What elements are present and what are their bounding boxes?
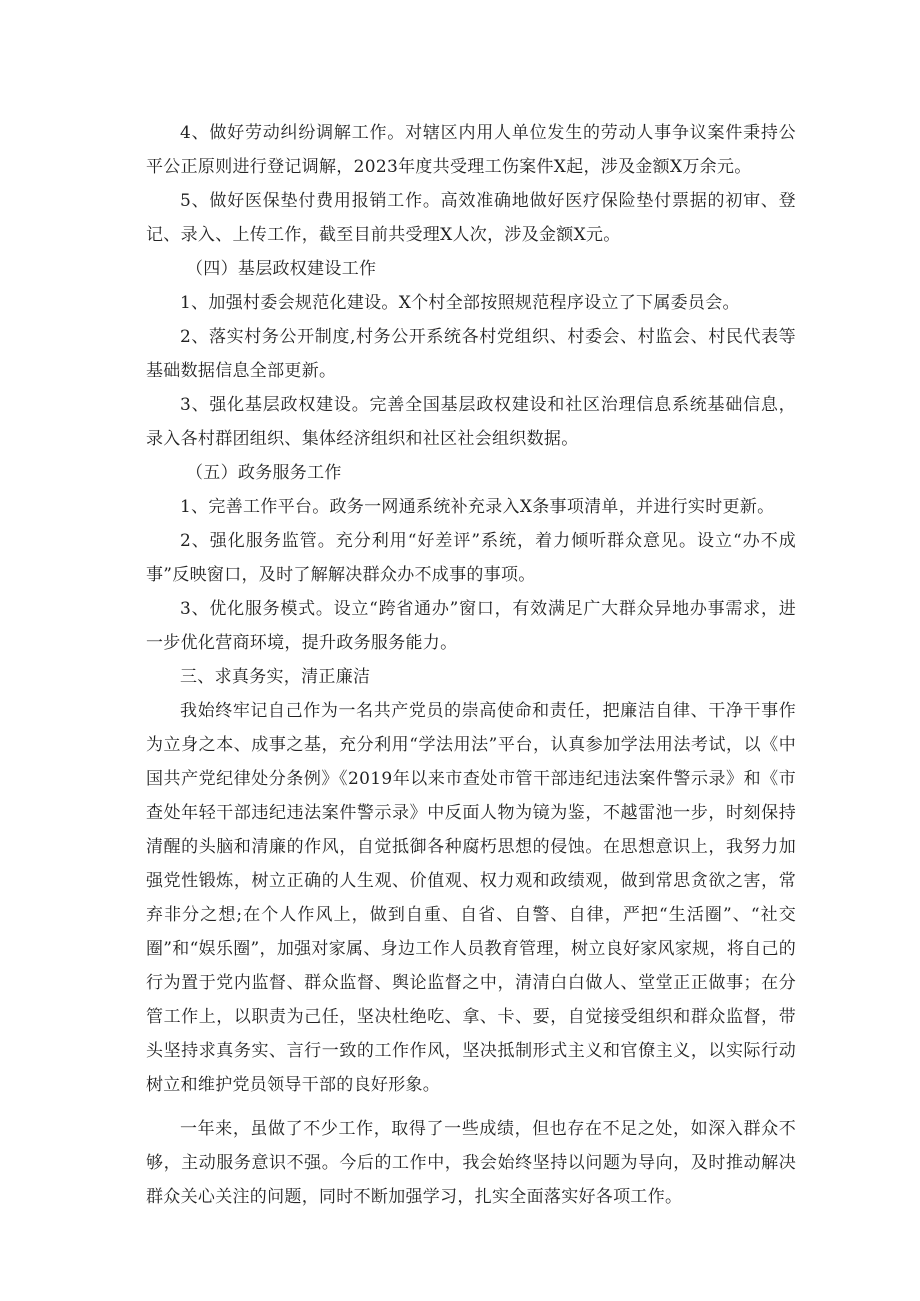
section-heading-grassroots: （四）基层政权建设工作 <box>186 259 377 279</box>
document-body <box>146 116 796 1214</box>
section-heading-integrity: 三、求真务实，清正廉洁 <box>180 667 371 687</box>
paragraph-village-affairs: 2、落实村务公开制度,村务公开系统各村党组织、村委会、村监会、村民代表等基础数据信息全部更新。 <box>146 327 796 381</box>
paragraph-service-mode: 3、优化服务模式。设立“跨省通办”窗口，有效满足广大群众异地办事需求，进一步优化营商环境，提升政务服务能力。 <box>146 599 796 653</box>
paragraph-service-supervision: 2、强化服务监管。充分利用“好差评”系统，着力倾听群众意见。设立“办不成事”反映窗口，及时了解解决群众办不成事的事项。 <box>146 531 796 585</box>
paragraph-labor-dispute: 4、做好劳动纠纷调解工作。对辖区内用人单位发生的劳动人事争议案件秉持公平公正原则进行登记调解，2023年度共受理工伤案件X起，涉及金额X万余元。 <box>146 123 796 177</box>
paragraph-conclusion: 一年来，虽做了不少工作，取得了一些成绩，但也存在不足之处，如深入群众不够，主动服务意识不强。今后的工作中，我会始终坚持以问题为导向，及时推动解决群众关心关注的问题，同时不断加强学习，扎实全面落实好各项工作。 <box>146 1119 796 1207</box>
paragraph-work-platform: 1、完善工作平台。政务一网通系统补充录入X条事项清单，并进行实时更新。 <box>180 497 775 517</box>
paragraph-grassroots-power: 3、强化基层政权建设。完善全国基层政权建设和社区治理信息系统基础信息，录入各村群团组织、集体经济组织和社区社会组织数据。 <box>146 395 796 449</box>
paragraph-village-committee: 1、加强村委会规范化建设。X个村全部按照规范程序设立了下属委员会。 <box>180 293 740 313</box>
paragraph-medical-insurance: 5、做好医保垫付费用报销工作。高效准确地做好医疗保险垫付票据的初审、登记、录入、上传工作，截至目前共受理X人次，涉及金额X元。 <box>146 191 796 245</box>
section-heading-government-service: （五）政务服务工作 <box>186 463 342 483</box>
paragraph-integrity: 我始终牢记自己作为一名共产党员的崇高使命和责任，把廉洁自律、干净干事作为立身之本、成事之基，充分利用“学法用法”平台，认真参加学法用法考试，以《中国共产党纪律处分条例》《2019年以来市查处市管干部违纪违法案件警示录》和《市查处年轻干部违纪违法案件警示录》中反面人物为镜为鉴，不越雷池一步，时刻保持清醒的头脑和清廉的作风，自觉抵御各种腐朽思想的侵蚀。在思想意识上，我努力加强党性锻炼，树立正确的人生观、价值观、权力观和政绩观，做到常思贪欲之害，常弃非分之想;在个人作风上，做到自重、自省、自警、自律，严把“生活圈”、“社交圈”和“娱乐圈”，加强对家属、身边工作人员教育管理，树立良好家风家规，将自己的行为置于党内监督、群众监督、舆论监督之中，清清白白做人、堂堂正正做事；在分管工作上，以职责为己任，坚决杜绝吃、拿、卡、要，自觉接受组织和群众监督，带头坚持求真务实、言行一致的工作作风，坚决抵制形式主义和官僚主义，以实际行动树立和维护党员领导干部的良好形象。 <box>146 701 796 1095</box>
